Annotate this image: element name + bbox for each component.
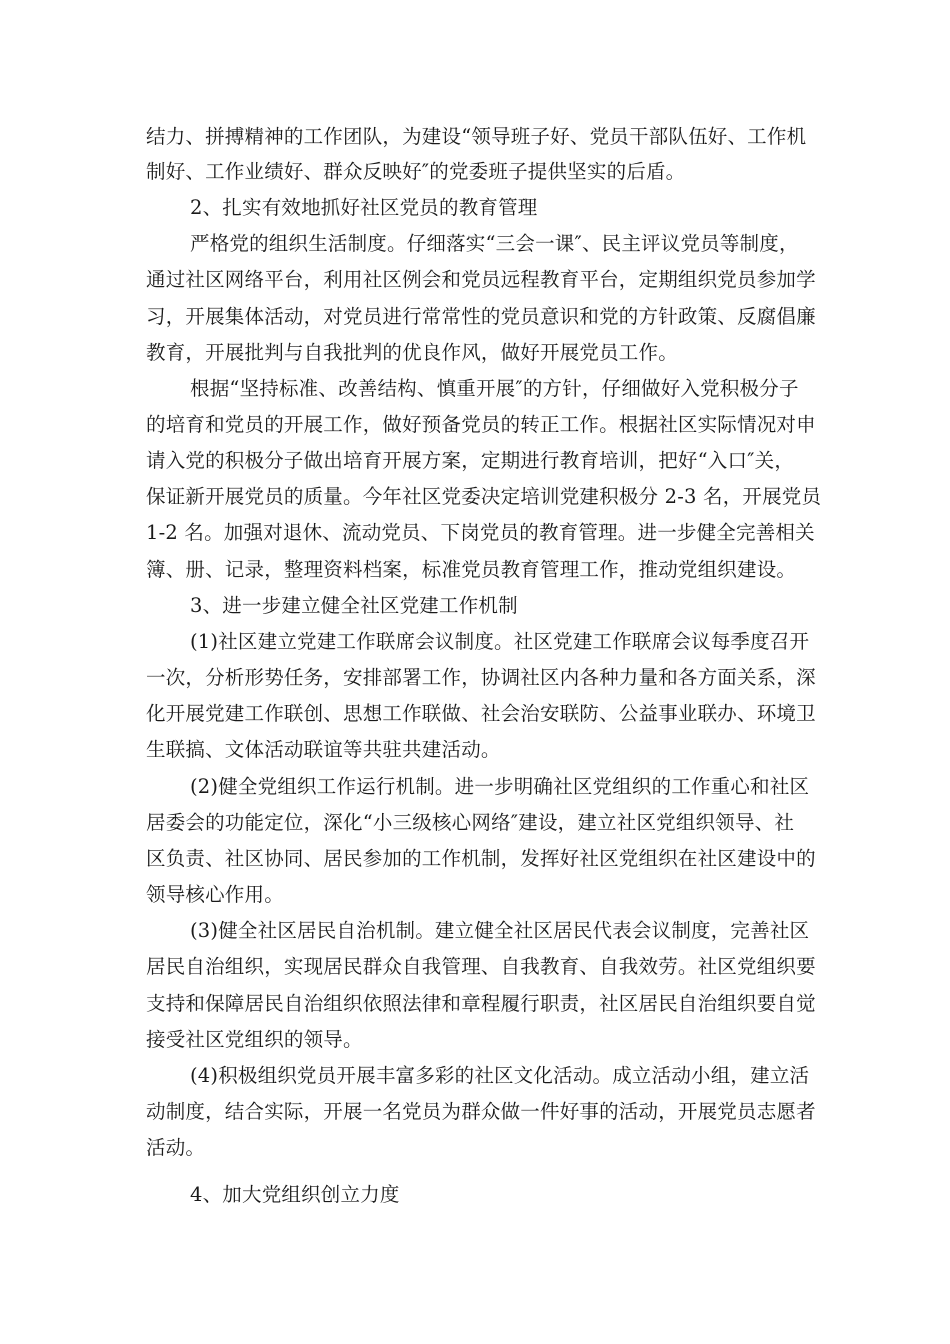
body-text-line: 1-2 名。加强对退休、流动党员、下岗党员的教育管理。进一步健全完善相关 [146, 521, 815, 544]
body-text-line: 活动。 [146, 1136, 206, 1159]
body-text-line: 区负责、社区协同、居民参加的工作机制，发挥好社区党组织在社区建设中的 [146, 847, 816, 870]
body-text-line: 接受社区党组织的领导。 [146, 1028, 363, 1051]
body-text-line: 一次，分析形势任务，安排部署工作，协调社区内各种力量和各方面关系，深 [146, 666, 816, 689]
body-text-line: 领导核心作用。 [146, 883, 284, 906]
section-heading: 2、扎实有效地抓好社区党员的教育管理 [190, 196, 538, 219]
body-text-line: 居委会的功能定位，深化“小三级核心网络″建设，建立社区党组织领导、社 [146, 811, 795, 834]
body-text-line: 动制度，结合实际，开展一名党员为群众做一件好事的活动，开展党员志愿者 [146, 1100, 816, 1123]
body-text-line: 支持和保障居民自治组织依照法律和章程履行职责，社区居民自治组织要自觉 [146, 992, 816, 1015]
body-text-line: (3)健全社区居民自治机制。建立健全社区居民代表会议制度，完善社区 [190, 919, 810, 942]
body-text-line: (1)社区建立党建工作联席会议制度。社区党建工作联席会议每季度召开 [190, 630, 810, 653]
body-text-line: (4)积极组织党员开展丰富多彩的社区文化活动。成立活动小组，建立活 [190, 1064, 810, 1087]
body-text-line: 的培育和党员的开展工作，做好预备党员的转正工作。根据社区实际情况对申 [146, 413, 816, 436]
body-text-line: 保证新开展党员的质量。今年社区党委决定培训党建积极分 2-3 名，开展党员 [146, 485, 822, 508]
section-heading: 4、加大党组织创立力度 [190, 1183, 400, 1206]
body-text-line: 请入党的积极分子做出培育开展方案，定期进行教育培训，把好“入口″关， [146, 449, 795, 472]
body-text-line: 制好、工作业绩好、群众反映好″的党委班子提供坚实的后盾。 [146, 160, 686, 183]
body-text-line: 结力、拼搏精神的工作团队，为建设“领导班子好、党员干部队伍好、工作机 [146, 125, 807, 148]
body-text-line: 严格党的组织生活制度。仔细落实“三会一课″、民主评议党员等制度， [190, 232, 799, 255]
body-text-line: 生联搞、文体活动联谊等共驻共建活动。 [146, 738, 501, 761]
body-text-line: 通过社区网络平台，利用社区例会和党员远程教育平台，定期组织党员参加学 [146, 268, 816, 291]
body-text-line: 根据“坚持标准、改善结构、慎重开展″的方针，仔细做好入党积极分子 [190, 377, 799, 400]
body-text-line: 习，开展集体活动，对党员进行常常性的党员意识和党的方针政策、反腐倡廉 [146, 305, 816, 328]
section-heading: 3、进一步建立健全社区党建工作机制 [190, 594, 518, 617]
body-text-line: 居民自治组织，实现居民群众自我管理、自我教育、自我效劳。社区党组织要 [146, 955, 816, 978]
body-text-line: 化开展党建工作联创、思想工作联做、社会治安联防、公益事业联办、环境卫 [146, 702, 816, 725]
body-text-line: (2)健全党组织工作运行机制。进一步明确社区党组织的工作重心和社区 [190, 775, 810, 798]
body-text-line: 教育，开展批判与自我批判的优良作风，做好开展党员工作。 [146, 341, 678, 364]
body-text-line: 簿、册、记录，整理资料档案，标准党员教育管理工作，推动党组织建设。 [146, 558, 797, 581]
